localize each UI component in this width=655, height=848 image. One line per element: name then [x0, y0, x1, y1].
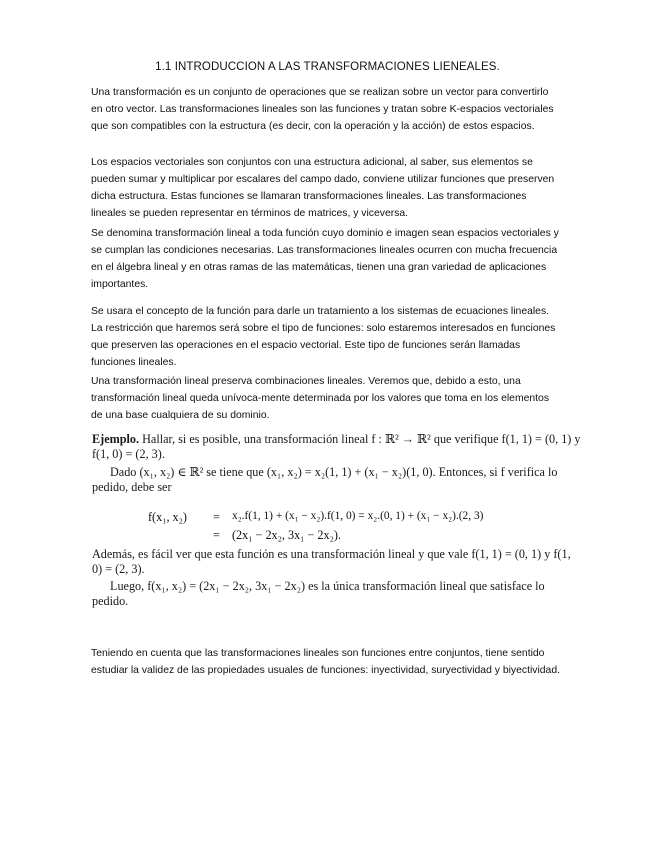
paragraph-3: Se denomina transformación lineal a toda función cuyo dominio e imagen sean espacios vectoriales y se cumplan las condiciones necesarias. Las transformaciones lineales ocurren con mucha frecuencia en el álgebra lineal y en otras ramas de las matemáticas, tienen una gran variedad de aplicaciones importantes.	[91, 228, 559, 290]
example-line-3: Luego, f(x₁, x₂) = (2x₁ − 2x₂, 3x₁ − 2x₂) es la única transformación lineal que satisface lo pedido.	[92, 579, 545, 608]
equation-rhs-1: x₂.f(1, 1) + (x₁ − x₂).f(1, 0) = x₂.(0, 1) + (x₁ − x₂).(2, 3)	[232, 510, 484, 522]
example-statement	[92, 432, 582, 462]
equation-operator-1: =	[213, 510, 220, 524]
example-conclusion	[92, 547, 582, 609]
example-statement-text: Hallar, si es posible, una transformación lineal f : ℝ² → ℝ² que verifique f(1, 1) = (0, 1) y f(1, 0) = (2, 3).	[92, 432, 581, 461]
equation-rhs-2: (2x₁ − 2x₂, 3x₁ − 2x₂).	[232, 528, 341, 542]
paragraph-4: Se usara el concepto de la función para darle un tratamiento a los sistemas de ecuaciones lineales. La restricción que haremos será sobre el tipo de funciones: solo estaremos interesados en funciones que preserven las operaciones en el espacio vectorial. Este tipo de funciones serán llamadas funciones lineales.	[91, 306, 556, 368]
example-line-2: Además, es fácil ver que esta función es una transformación lineal y que vale f(1, 1) = (0, 1) y f(1, 0) = (2, 3).	[92, 547, 571, 576]
closing-paragraph: Teniendo en cuenta que las transformaciones lineales son funciones entre conjuntos, tiene sentido estudiar la validez de las propiedades usuales de funciones: inyectividad, suryectividad y biyectividad.	[91, 648, 561, 676]
paragraph-5: Una transformación lineal preserva combinaciones lineales. Veremos que, debido a esto, una transformación lineal queda unívoca-mente determinada por los valores que toma en los elementos de una base cualquiera de su dominio.	[91, 376, 550, 421]
example-line-1: Dado (x₁, x₂) ∈ ℝ² se tiene que (x₁, x₂) = x₂(1, 1) + (x₁ − x₂)(1, 0). Entonces, si f verifica lo pedido, debe ser	[92, 465, 558, 494]
page-title: 1.1 INTRODUCCION A LAS TRANSFORMACIONES LIENEALES.	[155, 61, 500, 73]
example-heading: Ejemplo.	[92, 432, 140, 446]
equation-operator-2: =	[213, 528, 220, 542]
paragraph-2: Los espacios vectoriales son conjuntos con una estructura adicional, al saber, sus elementos se pueden sumar y multiplicar por escalares del campo dado, conviene utilizar funciones que preserven dicha estructura. Estas funciones se llamaran transformaciones lineales. Las transformaciones lineales se pueden representar en términos de matrices, y viceversa.	[91, 157, 555, 219]
example-block	[92, 432, 582, 495]
equation-lhs: f(x₁, x₂)	[148, 510, 187, 524]
paragraph-1: Una transformación es un conjunto de operaciones que se realizan sobre un vector para convertirlo en otro vector. Las transformaciones lineales son las funciones y tratan sobre K-espacios vectoriales que son compatibles con la estructura (es decir, con la operación y la acción) de estos espacios.	[91, 87, 554, 132]
